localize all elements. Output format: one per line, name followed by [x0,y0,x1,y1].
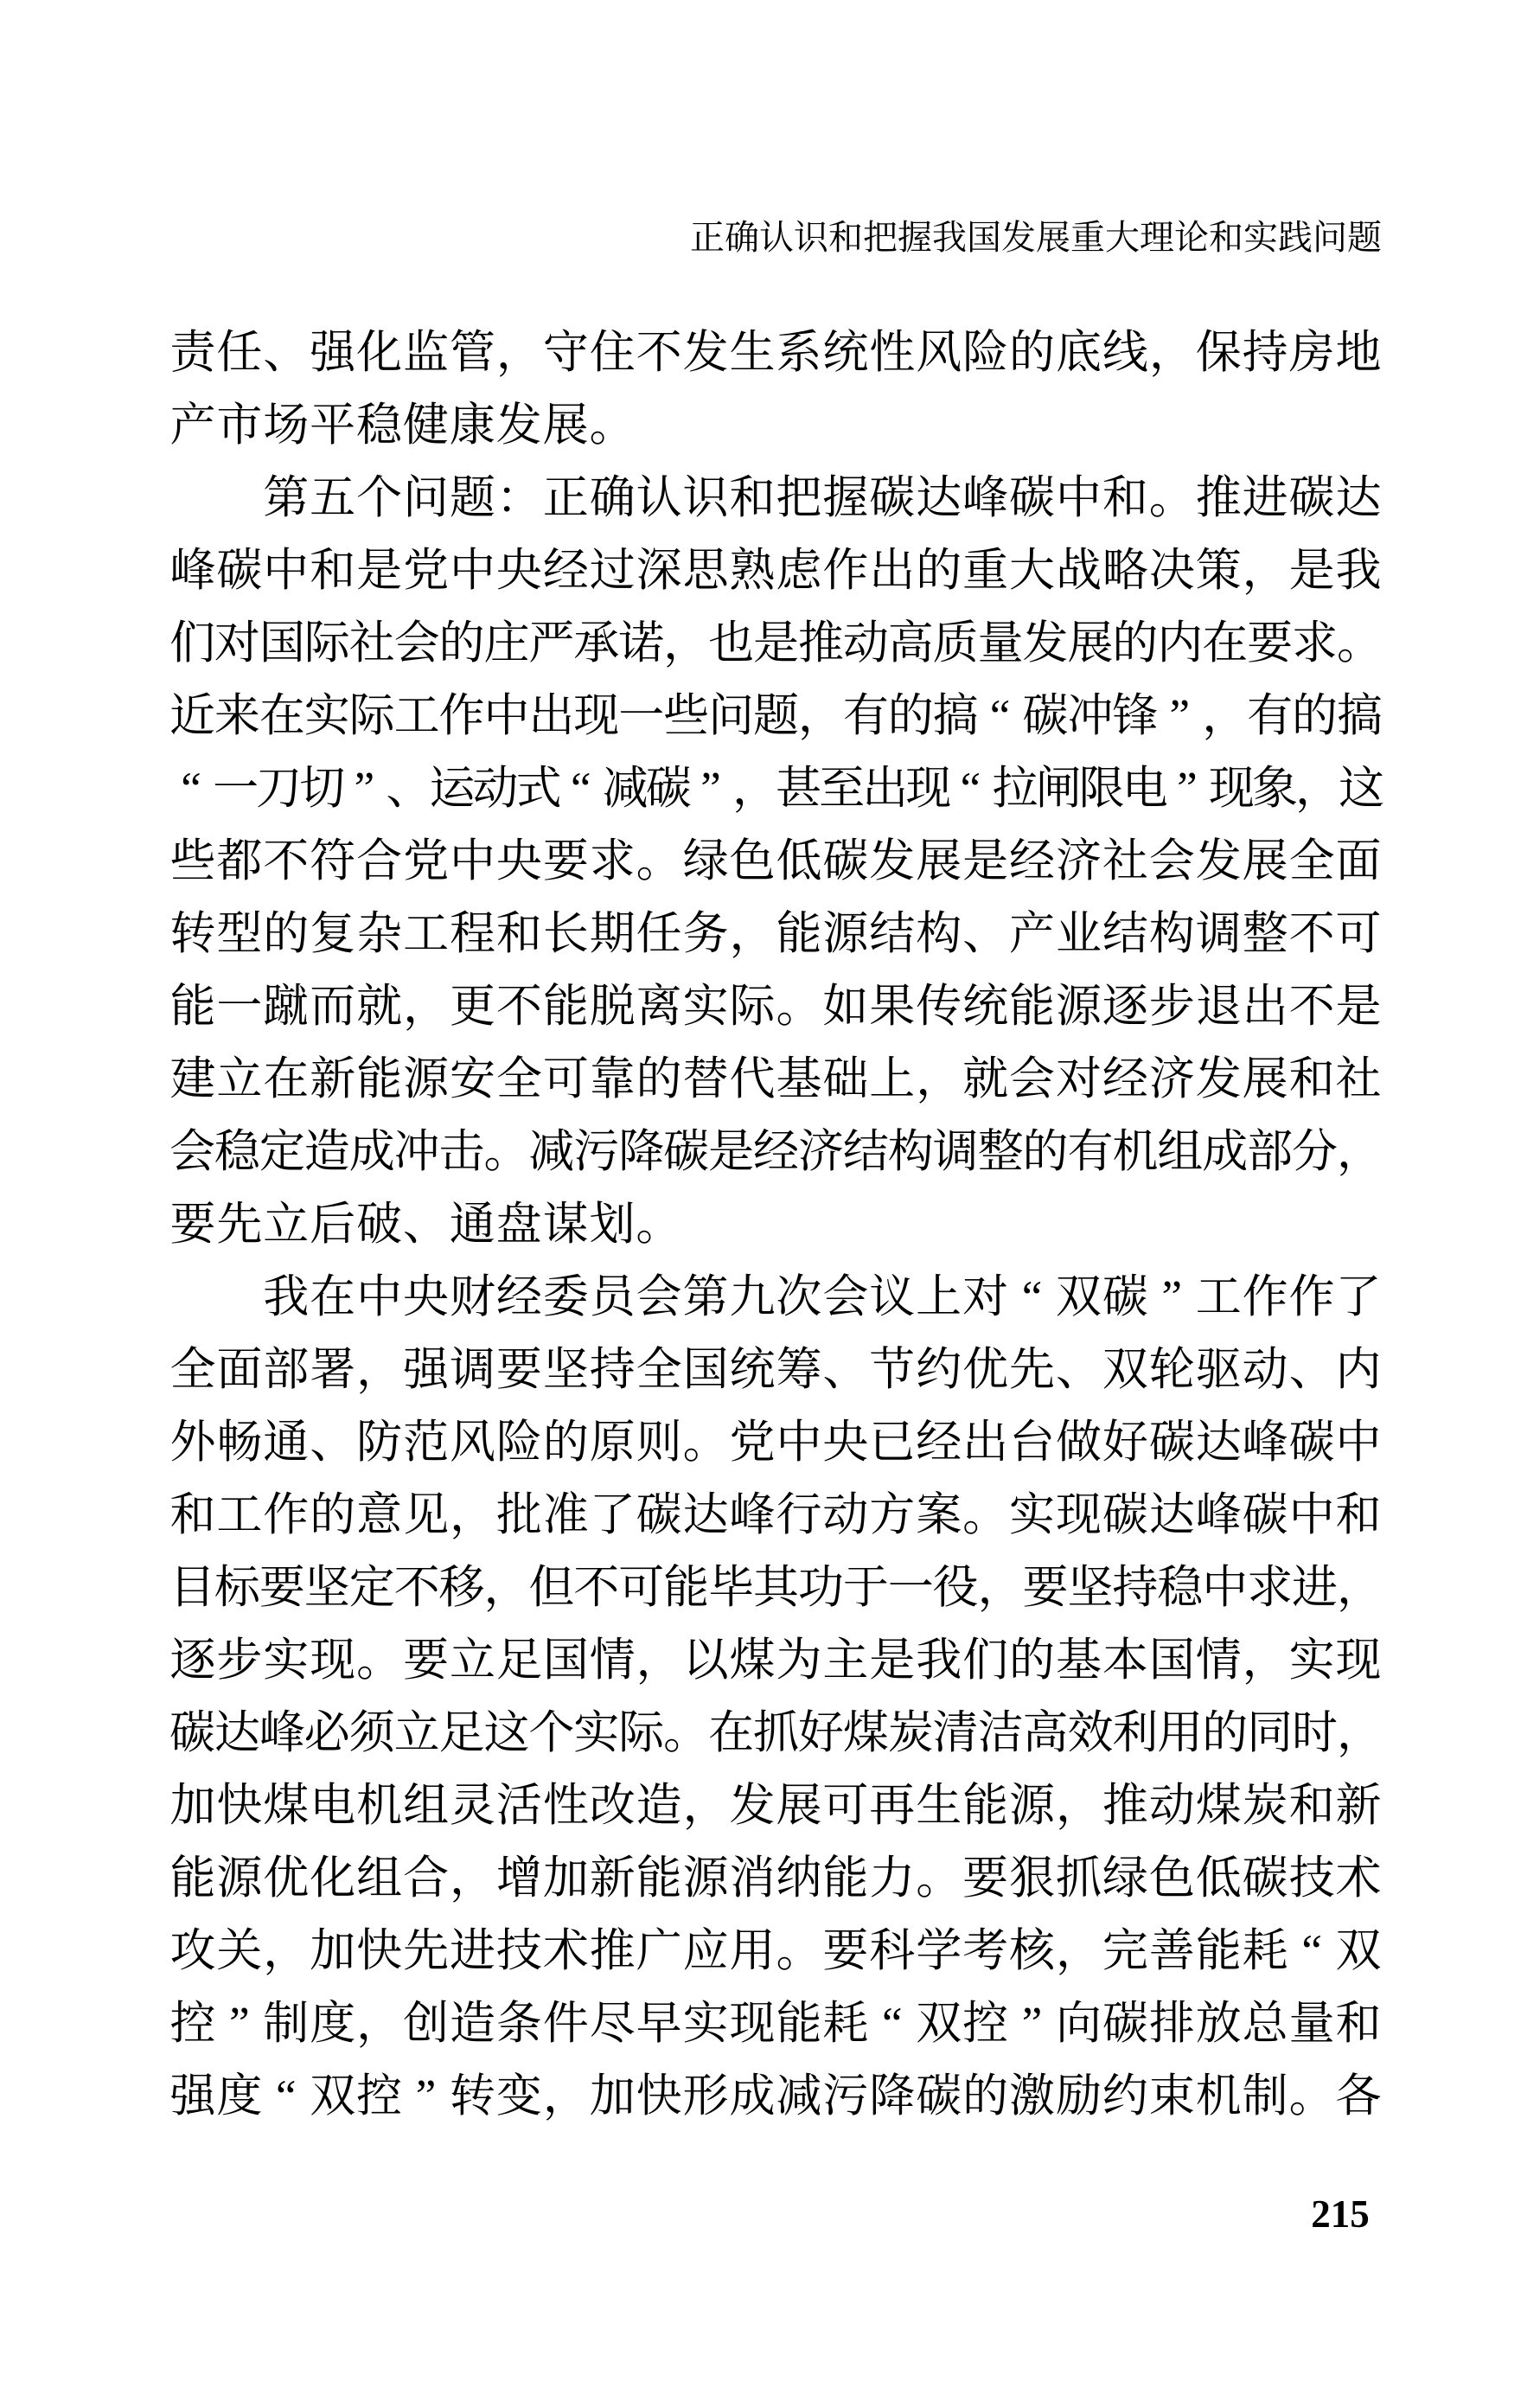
text-line: 加 快 煤 电 机 组 灵 活 性 改 造 ， 发 展 可 再 生 能 源 ， 推 动 煤 炭 和 新 [169,1780,1382,1831]
text-line: 建 立 在 新 能 源 安 全 可 靠 的 替 代 基 础 上 ， 就 会 对 经 济 发 展 和 社 [169,1053,1382,1104]
text-line: 峰 碳 中 和 是 党 中 央 经 过 深 思 熟 虑 作 出 的 重 大 战 略 决 策 ， 是 我 [169,545,1382,596]
text-line: 要 先 立 后 破 、 通 盘 谋 划 。 [169,1199,682,1250]
text-line: 强 度 “ 双 控 ” 转 变 ， 加 快 形 成 减 污 降 碳 的 激 励 约 束 机 制 。 各 [169,2070,1382,2122]
text-line: 碳 达 峰 必 须 立 足 这 个 实 际 。 在 抓 好 煤 炭 清 洁 高 效 利 用 的 同 时 ， [169,1707,1383,1758]
text-line: 目 标 要 坚 定 不 移 ， 但 不 可 能 毕 其 功 于 一 役 ， 要 坚 持 稳 中 求 进 ， [169,1562,1383,1613]
text-line: 全 面 部 署 ， 强 调 要 坚 持 全 国 统 筹 、 节 约 优 先 、 双 轮 驱 动 、 内 [169,1344,1382,1395]
text-line: “ 一 刀 切 ” 、 运 动 式 “ 减 碳 ” ， 甚 至 出 现 “ 拉 闸 限 电 ” 现 象 ， 这 [181,763,1385,814]
text-line: 责 任 、 强 化 监 管 ， 守 住 不 发 生 系 统 性 风 险 的 底 线 ， 保 持 房 地 [169,327,1382,378]
text-line: 攻 关 ， 加 快 先 进 技 术 推 广 应 用 。 要 科 学 考 核 ， 完 善 能 耗 “ 双 [169,1925,1382,1976]
text-line: 些 都 不 符 合 党 中 央 要 求 。 绿 色 低 碳 发 展 是 经 济 社 会 发 展 全 面 [169,835,1382,886]
text-line: 控 ” 制 度 ， 创 造 条 件 尽 早 实 现 能 耗 “ 双 控 ” 向 碳 排 放 总 量 和 [169,1998,1382,2049]
text-line: 我 在 中 央 财 经 委 员 会 第 九 次 会 议 上 对 “ 双 碳 ” 工 作 作 了 [263,1271,1382,1322]
text-line: 近 来 在 实 际 工 作 中 出 现 一 些 问 题 ， 有 的 搞 “ 碳 冲 锋 ” ， 有 的 搞 [169,690,1383,741]
running-header: 正确认识和把握我国发展重大理论和实践问题 [690,218,1382,257]
text-line: 们 对 国 际 社 会 的 庄 严 承 诺 ， 也 是 推 动 高 质 量 发 展 的 内 在 要 求 。 [169,618,1383,669]
text-line: 会 稳 定 造 成 冲 击 。 减 污 降 碳 是 经 济 结 构 调 整 的 有 机 组 成 部 分 ， [169,1126,1383,1177]
text-line: 外 畅 通 、 防 范 风 险 的 原 则 。 党 中 央 已 经 出 台 做 好 碳 达 峰 碳 中 [169,1417,1382,1468]
text-line: 逐 步 实 现 。 要 立 足 国 情 ， 以 煤 为 主 是 我 们 的 基 本 国 情 ， 实 现 [169,1635,1382,1686]
body-text [169,317,1385,2133]
text-line: 转 型 的 复 杂 工 程 和 长 期 任 务 ， 能 源 结 构 、 产 业 结 构 调 整 不 可 [169,908,1382,959]
text-line: 第 五 个 问 题 ： 正 确 认 识 和 把 握 碳 达 峰 碳 中 和 。 推 进 碳 达 [263,472,1382,523]
text-line: 能 一 蹴 而 就 ， 更 不 能 脱 离 实 际 。 如 果 传 统 能 源 逐 步 退 出 不 是 [169,981,1382,1032]
text-line: 产 市 场 平 稳 健 康 发 展 。 [169,400,636,451]
text-line: 能 源 优 化 组 合 ， 增 加 新 能 源 消 纳 能 力 。 要 狠 抓 绿 色 低 碳 技 术 [169,1853,1382,1904]
page-number: 215 [1311,2192,1370,2236]
text-line: 和 工 作 的 意 见 ， 批 准 了 碳 达 峰 行 动 方 案 。 实 现 碳 达 峰 碳 中 和 [169,1489,1382,1540]
